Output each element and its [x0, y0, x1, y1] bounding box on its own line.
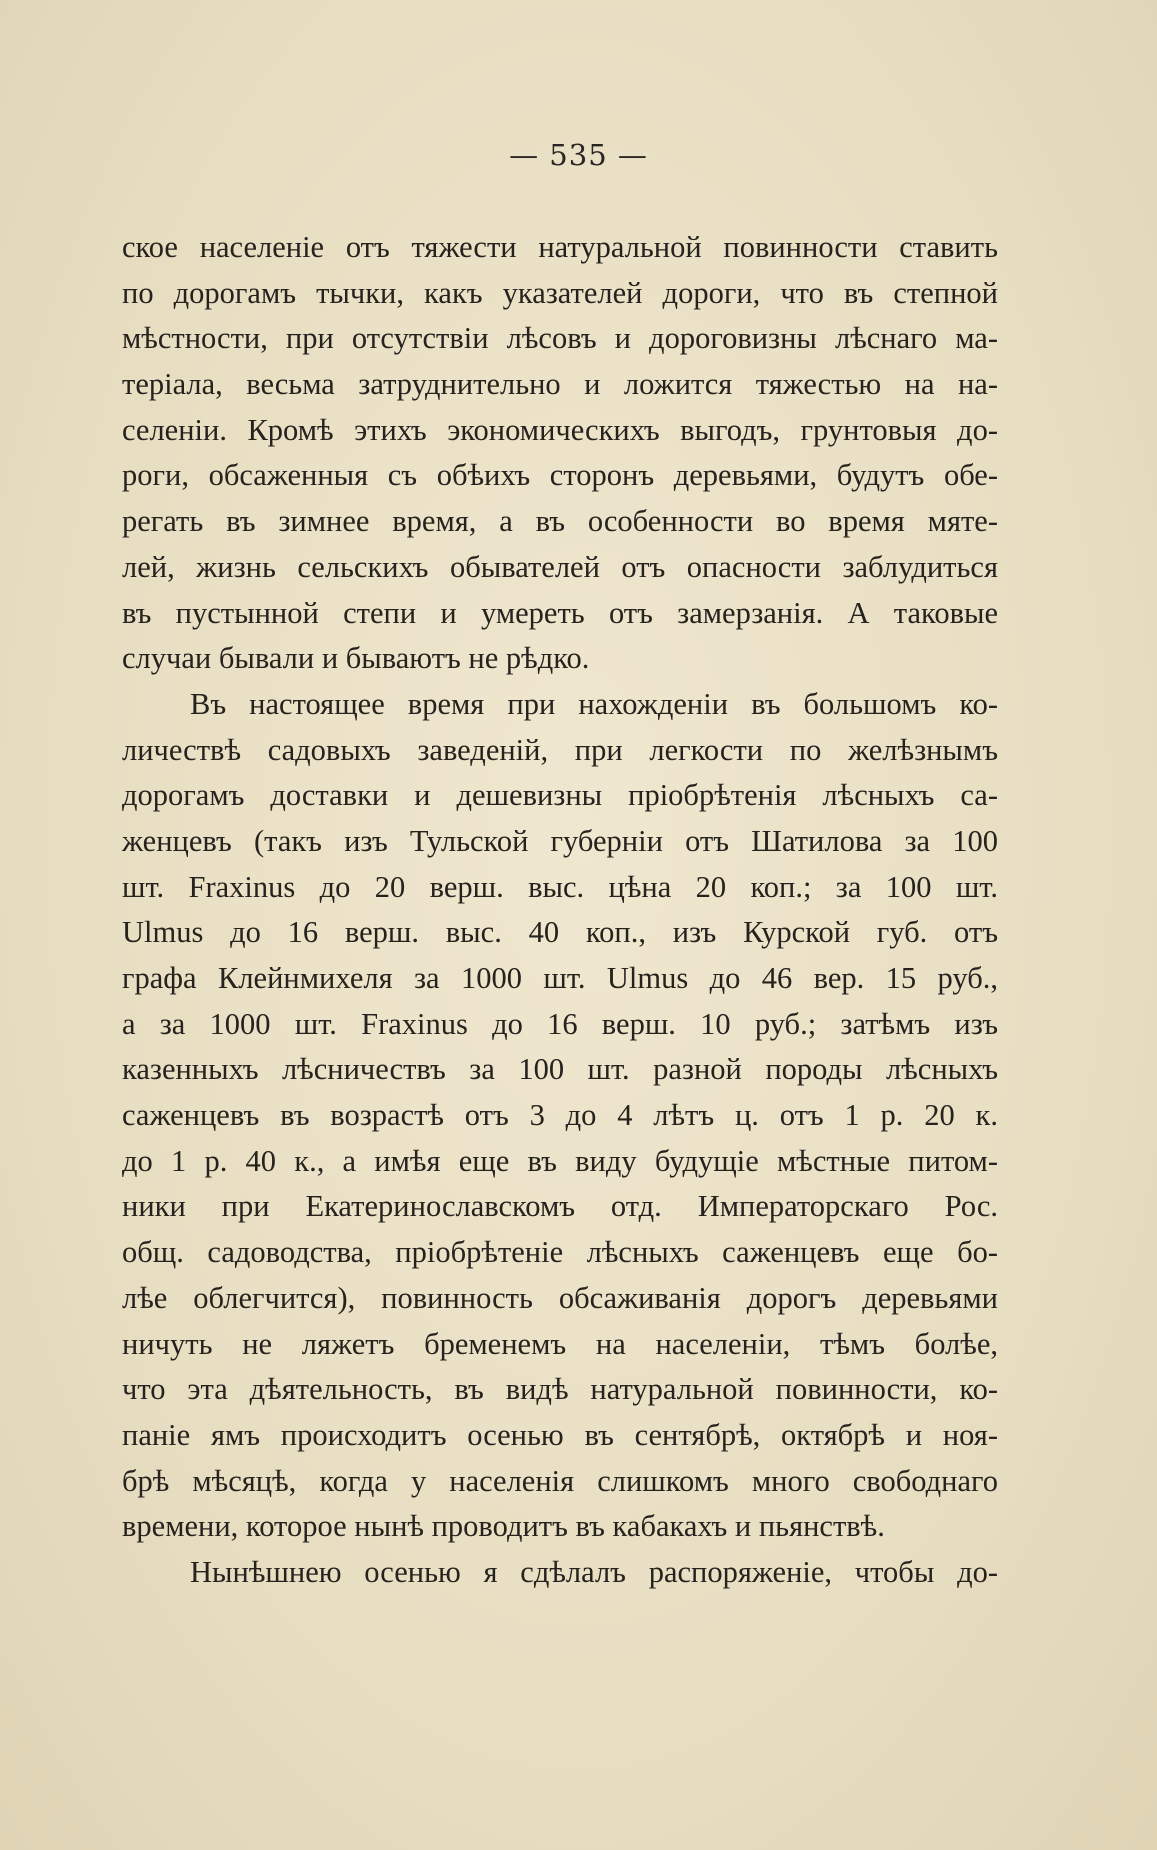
text-line: теріала, весьма затруднительно и ложится тяжестью на на- [122, 367, 998, 402]
text-line: регать въ зимнее время, а въ особенности во время мяте- [122, 504, 998, 539]
text-line: лѣе облегчится), повинность обсаживанія дорогъ деревьями [122, 1280, 998, 1315]
text-line: роги, обсаженныя съ обѣихъ сторонъ деревьями, будутъ обе- [122, 458, 998, 493]
text-line: графа Клейнмихеля за 1000 шт. Ulmus до 46 вер. 15 руб., [122, 961, 998, 995]
text-line: времени, которое нынѣ проводитъ въ кабакахъ и пьянствѣ. [122, 1509, 885, 1544]
text-line: что эта дѣятельность, въ видѣ натуральной повинности, ко- [122, 1372, 998, 1407]
text-line: женцевъ (такъ изъ Тульской губерніи отъ Шатилова за 100 [122, 823, 998, 858]
text-line: по дорогамъ тычки, какъ указателей дороги, что въ степной [122, 275, 998, 310]
text-line: а за 1000 шт. Fraxinus до 16 верш. 10 руб.; затѣмъ изъ [122, 1006, 998, 1041]
text-line: случаи бывали и бываютъ не рѣдко. [122, 641, 590, 676]
page-number: — 535 — [509, 138, 648, 172]
text-line: общ. садоводства, пріобрѣтеніе лѣсныхъ саженцевъ еще бо- [122, 1235, 998, 1270]
text-line: дорогамъ доставки и дешевизны пріобрѣтенія лѣсныхъ са- [122, 778, 998, 813]
text-line: до 1 р. 40 к., а имѣя еще въ виду будущіе мѣстные питом- [122, 1143, 998, 1178]
text-line: Нынѣшнею осенью я сдѣлалъ распоряженіе, чтобы до- [190, 1554, 998, 1589]
text-line: шт. Fraxinus до 20 верш. выс. цѣна 20 коп.; за 100 шт. [122, 869, 998, 904]
text-line: лей, жизнь сельскихъ обывателей отъ опасности заблудиться [122, 549, 998, 584]
text-line: селеніи. Кромѣ этихъ экономическихъ выгодъ, грунтовыя до- [122, 412, 998, 447]
text-line: саженцевъ въ возрастѣ отъ 3 до 4 лѣтъ ц. отъ 1 р. 20 к. [122, 1098, 998, 1133]
text-line: ничуть не ляжетъ бременемъ на населеніи, тѣмъ болѣе, [122, 1326, 998, 1361]
text-line: брѣ мѣсяцѣ, когда у населенія слишкомъ много свободнаго [122, 1463, 998, 1498]
text-line: Ulmus до 16 верш. выс. 40 коп., изъ Курской губ. отъ [122, 915, 998, 950]
text-line: Въ настоящее время при нахожденіи въ большомъ ко- [190, 686, 998, 721]
text-line: ское населеніе отъ тяжести натуральной повинности ставить [122, 230, 998, 264]
text-line: казенныхъ лѣсничествъ за 100 шт. разной породы лѣсныхъ [122, 1052, 998, 1087]
text-line: ники при Екатеринославскомъ отд. Императорскаго Рос. [122, 1189, 998, 1224]
text-line: паніе ямъ происходитъ осенью въ сентябрѣ, октябрѣ и ноя- [122, 1417, 998, 1452]
text-line: въ пустынной степи и умереть отъ замерзанія. А таковые [122, 595, 998, 630]
body-text [122, 225, 998, 1596]
text-line: мѣстности, при отсутствіи лѣсовъ и дороговизны лѣснаго ма- [122, 321, 998, 356]
text-line: личествѣ садовыхъ заведеній, при легкости по желѣзнымъ [122, 732, 998, 767]
